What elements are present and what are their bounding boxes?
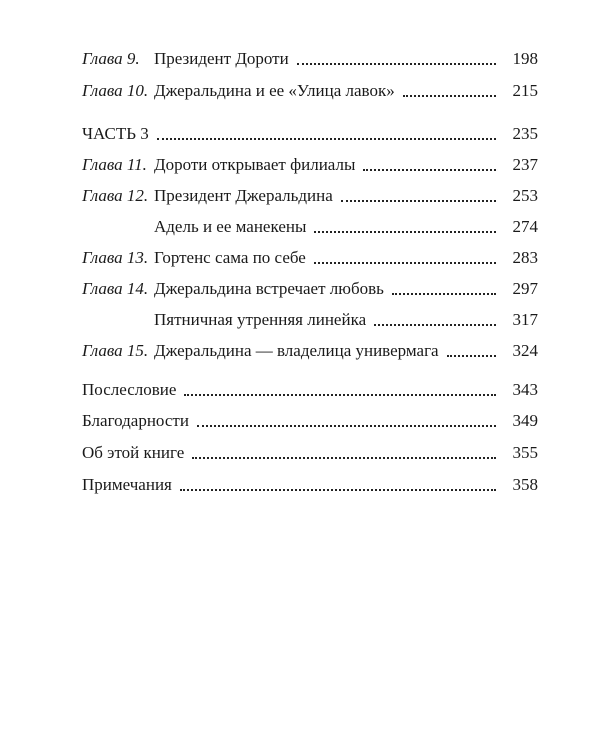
dot-leader bbox=[297, 63, 496, 65]
dot-leader bbox=[374, 324, 496, 326]
toc-entry-sub bbox=[82, 308, 538, 332]
entry-title: Президент Джеральдина bbox=[154, 186, 333, 205]
page-number: 235 bbox=[512, 124, 538, 143]
page-number: 349 bbox=[512, 411, 538, 430]
dot-leader bbox=[363, 169, 496, 171]
entry-title: Примечания bbox=[82, 475, 172, 494]
page-number: 253 bbox=[512, 186, 538, 205]
chapter-number: Глава 11. bbox=[82, 155, 147, 174]
page-number: 215 bbox=[512, 81, 538, 100]
toc-entry bbox=[82, 339, 538, 363]
page-number: 355 bbox=[512, 443, 538, 462]
page-number: 324 bbox=[512, 341, 538, 360]
dot-leader bbox=[180, 489, 496, 491]
page-number: 283 bbox=[512, 248, 538, 267]
dot-leader bbox=[314, 231, 496, 233]
entry-title: Об этой книге bbox=[82, 443, 185, 462]
dot-leader bbox=[403, 95, 496, 97]
toc-entry-back bbox=[82, 409, 538, 433]
toc-entry-back bbox=[82, 473, 538, 497]
page-number: 358 bbox=[512, 475, 538, 494]
dot-leader bbox=[197, 425, 496, 427]
chapter-number: Глава 14. bbox=[82, 279, 149, 298]
toc-entry bbox=[82, 79, 538, 103]
part-title: ЧАСТЬ 3 bbox=[82, 124, 149, 143]
dot-leader bbox=[192, 457, 496, 459]
chapter-number: Глава 10. bbox=[82, 81, 149, 100]
chapter-number: Глава 9. bbox=[82, 49, 140, 68]
dot-leader bbox=[392, 293, 496, 295]
entry-title: Джеральдина и ее «Улица лавок» bbox=[154, 81, 395, 100]
entry-title: Джеральдина — владелица универмага bbox=[154, 341, 439, 360]
entry-title: Джеральдина встречает любовь bbox=[154, 279, 384, 298]
chapter-number: Глава 15. bbox=[82, 341, 149, 360]
chapter-number: Глава 12. bbox=[82, 186, 149, 205]
toc-entry-back bbox=[82, 441, 538, 465]
toc-entry bbox=[82, 246, 538, 270]
toc-entry bbox=[82, 47, 538, 71]
page-number: 317 bbox=[512, 310, 538, 329]
dot-leader bbox=[314, 262, 496, 264]
entry-title: Пятничная утренняя линейка bbox=[154, 310, 367, 329]
dot-leader bbox=[157, 138, 496, 140]
toc-entry bbox=[82, 184, 538, 208]
chapter-number: Глава 13. bbox=[82, 248, 149, 267]
entry-title: Благодарности bbox=[82, 411, 189, 430]
entry-title: Дороти открывает филиалы bbox=[154, 155, 356, 174]
entry-title: Президент Дороти bbox=[154, 49, 289, 68]
dot-leader bbox=[341, 200, 496, 202]
page-number: 297 bbox=[512, 279, 538, 298]
toc-entry-sub bbox=[82, 215, 538, 239]
toc-entry-part bbox=[82, 122, 538, 146]
toc-entry-back bbox=[82, 378, 538, 402]
entry-title: Послесловие bbox=[82, 380, 177, 399]
toc-entry bbox=[82, 153, 538, 177]
toc-entry bbox=[82, 277, 538, 301]
page-number: 274 bbox=[512, 217, 538, 236]
dot-leader bbox=[184, 394, 496, 396]
entry-title: Гортенс сама по себе bbox=[154, 248, 306, 267]
page-number: 343 bbox=[512, 380, 538, 399]
dot-leader bbox=[447, 355, 496, 357]
page-number: 198 bbox=[512, 49, 538, 68]
entry-title: Адель и ее манекены bbox=[154, 217, 307, 236]
page-number: 237 bbox=[512, 155, 538, 174]
